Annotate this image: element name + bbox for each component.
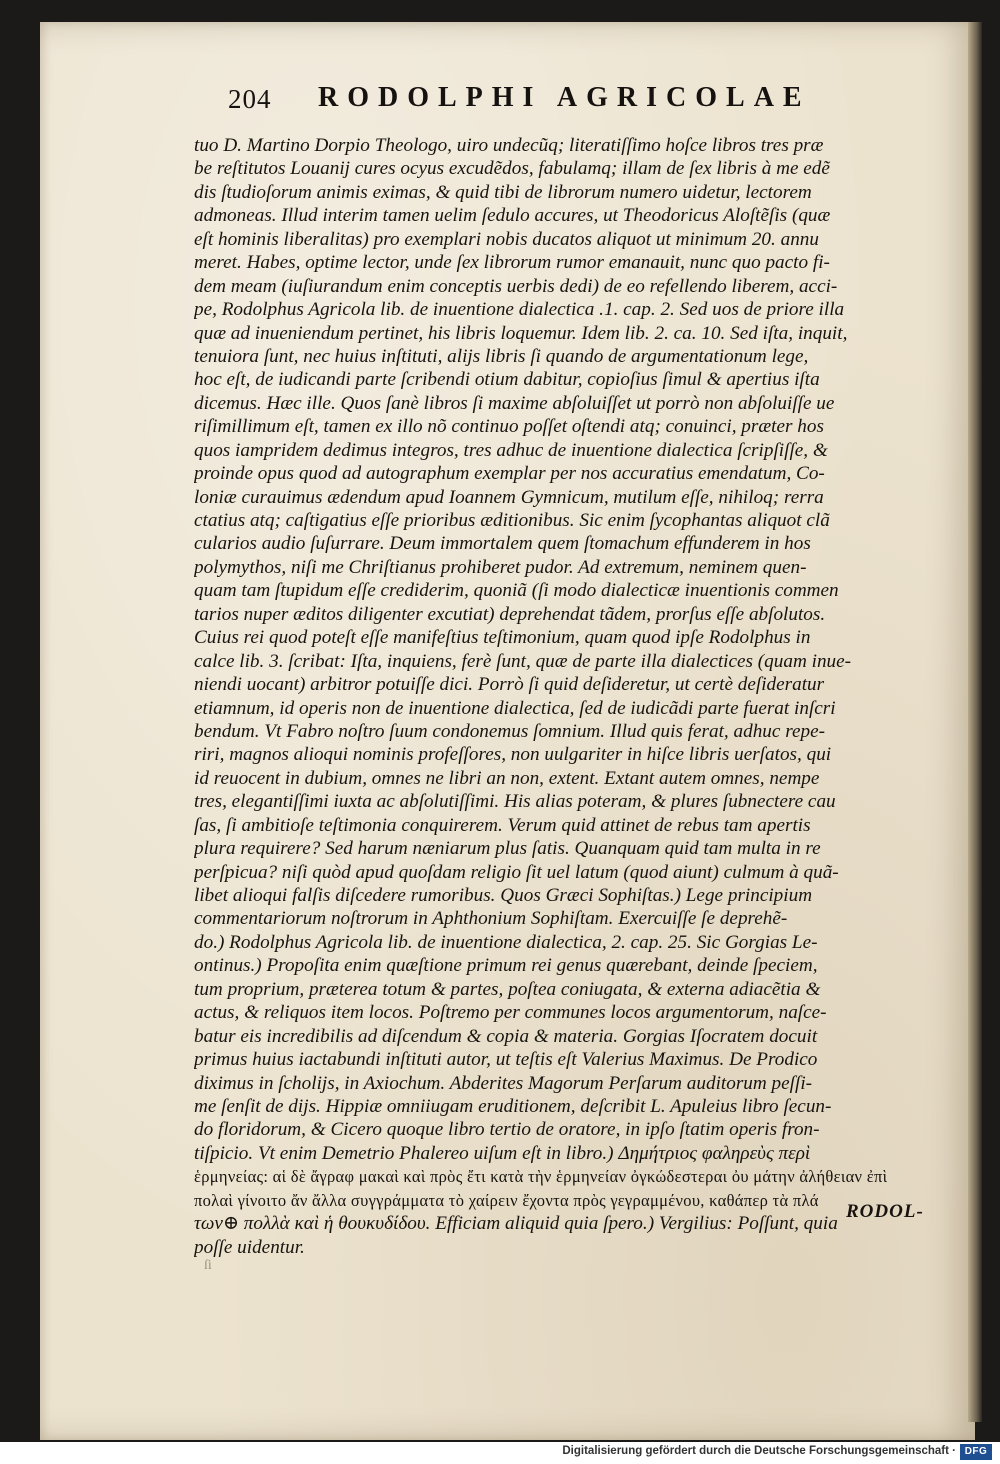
text-block	[194, 134, 954, 1259]
text-line: do floridorum, & Cicero quoque libro tertio de oratore, in ipſo ſtatim operis fron-	[194, 1119, 820, 1141]
text-line: meret. Habes, optime lector, unde ſex librorum rumor emanauit, nunc quo pacto fi-	[194, 252, 830, 274]
text-line: tuo D. Martino Dorpio Theologo, uiro undecũq; literatiſſimo hoſce libros tres præ	[194, 135, 824, 156]
text-line: ſas, ſi ambitioſe teſtimonia conquirerem. Verum quid attinet de rebus tam apertis	[194, 814, 811, 836]
text-line: me ſenſit de dijs. Hippiæ omniiugam eruditionem, deſcribit L. Apuleius libro ſecun-	[194, 1095, 832, 1117]
text-line: eſt hominis liberalitas) pro exemplari nobis ducatos aliquot ut minimum 20. annu	[194, 228, 819, 250]
text-line: libet alioqui falſis diſcedere rumoribus. Quos Græci Sophiſtas.) Lege principium	[194, 885, 813, 906]
text-line: ἑρμηνείας: αἱ δὲ ἄγραφ μακαὶ καὶ πρὸς ἔτι κατὰ τὴν ἑρμηνείαν ὀγκώδεστεραι ὀυ μάτην ἀλήθειαν ἐπὶ	[194, 1167, 888, 1187]
text-line: tarios nuper æditos diligenter excutiat) deprehendat tãdem, prorſus eſſe abſolutos.	[194, 603, 826, 625]
text-line: tum proprium, præterea totum & partes, poſtea coniugata, & externa adiacẽtia &	[194, 978, 821, 1000]
text-line: των⊕ πολλὰ καὶ ἡ θουκυδίδου. Efficiam aliquid quia ſpero.) Vergilius: Poſſunt, quia	[194, 1213, 838, 1235]
running-head	[190, 78, 890, 124]
text-line: pe, Rodolphus Agricola lib. de inuentione dialectica .1. cap. 2. Sed uos de priore illa	[194, 299, 845, 321]
text-line: plura requirere? Sed harum næniarum plus ſatis. Quanquam quid tam multa in re	[194, 838, 821, 860]
running-title: RODOLPHI AGRICOLAE	[318, 82, 811, 113]
text-line: bendum. Vt Fabro noſtro ſuum condonemus ſomnium. Illud quis ferat, adhuc repe-	[194, 720, 825, 742]
page-number: 204	[228, 84, 272, 114]
footer-bar	[0, 1442, 1000, 1464]
text-line: loniæ curauimus ædendum apud Ioannem Gymnicum, mutilum eſſe, nihiloq; rerra	[194, 486, 824, 508]
text-line: do.) Rodolphus Agricola lib. de inuentione dialectica, 2. cap. 25. Sic Gorgias Le-	[194, 931, 818, 953]
text-line: tenuiora ſunt, nec huius inſtituti, alijs libris ſi quando de argumentationum lege,	[194, 345, 809, 367]
text-line: be reſtitutos Louanij cures ocyus excudẽdos, fabulamq; illam de ſex libris à me edẽ	[194, 158, 830, 180]
text-line: riri, magnos alioqui nominis profeſſores, non uulgariter in hiſce libris uerſatos, qui	[194, 744, 832, 766]
text-line: dis ſtudioſorum animis eximas, & quid tibi de librorum numero uidetur, lectorem	[194, 181, 812, 203]
text-line: πολαὶ γίνοιτο ἄν ἄλλα συγγράμματα τὸ χαίρειν ἔχοντα πρὸς γεγραμμένου, καθάπερ τὰ πλά	[194, 1190, 819, 1210]
text-line: ontinus.) Propoſita enim quæſtione primum rei genus quærebant, deinde ſpeciem,	[194, 955, 818, 977]
text-line: tiſpicio. Vt enim Demetrio Phalereo uiſum eſt in libro.) Δημήτριος φαληρεὺς περὶ	[194, 1142, 811, 1164]
text-line: admoneas. Illud interim tamen uelim ſedulo accures, ut Theodoricus Aloſtẽſis (quæ	[194, 205, 831, 227]
text-line: actus, & reliquos item locos. Poſtremo per communes locos argumentorum, naſce-	[194, 1002, 827, 1024]
text-line: proinde opus quod ad autographum exemplar per nos accuratius emendatum, Co-	[194, 463, 825, 485]
dfg-logo-icon: DFG	[960, 1444, 992, 1460]
text-line: quam tam ſtupidum eſſe crediderim, quoniã (ſi modo dialecticæ inuentionis commen	[194, 580, 839, 602]
page-edge	[968, 22, 982, 1422]
text-line: perſpicua? niſi quòd apud quoſdam religio ſit uel latum (quod aiunt) culmum à quã-	[194, 861, 839, 883]
text-line: id reuocent in dubium, omnes ne libri an non, extent. Extant autem omnes, nempe	[194, 767, 820, 789]
text-line: calce lib. 3. ſcribat: Iſta, inquiens, ferè ſunt, quæ de parte illa dialectices (quam inue-	[194, 650, 852, 672]
text-line: niendi uocant) arbitror potuiſſe dici. Porrò ſi quid deſideretur, ut certè deſideratur	[194, 674, 825, 696]
text-line: dicemus. Hæc ille. Quos ſanè libros ſi maxime abſoluiſſet ut porrò non abſoluiſſe ue	[194, 392, 835, 414]
text-line: poſſe uidentur.	[194, 1236, 305, 1258]
text-line: commentariorum noſtrorum in Aphthonium Sophiſtam. Exercuiſſe ſe deprehẽ-	[194, 908, 788, 930]
text-line: dem meam (iuſiurandum enim conceptis uerbis dedi) de eo refellendo liberem, acci-	[194, 275, 838, 297]
text-line: primus huius iactabundi inſtituti autor, ut teſtis eſt Valerius Maximus. De Prodico	[194, 1049, 818, 1071]
text-line: hoc eſt, de iudicandi parte ſcribendi otium dabitur, copioſius ſimul & apertius iſta	[194, 369, 820, 391]
text-line: Cuius rei quod poteſt eſſe manifeſtius teſtimonium, quam quod ipſe Rodolphus in	[194, 627, 811, 649]
text-line: etiamnum, id operis non de inuentione dialectica, ſed de iudicãdi parte fuerat inſcri	[194, 697, 836, 719]
text-line: polymythos, niſi me Chriſtianus prohiberet pudor. Ad extremum, neminem quen-	[194, 556, 807, 578]
text-line: ctatius atq; caſtigatius eſſe prioribus æditionibus. Sic enim ſycophantas aliquot clã	[194, 510, 830, 531]
text-line: riſimillimum eſt, tamen ex illo nõ continuo poſſet oſtendi atq; conuinci, præter hos	[194, 416, 824, 438]
catchword: RODOL-	[846, 1201, 924, 1222]
stray-mark: ſi	[204, 1258, 212, 1273]
footer-credit: Digitalisierung gefördert durch die Deutsche Forschungsgemeinschaft ·	[562, 1445, 956, 1457]
text-line: batur eis incredibilis ad diſcendum & copia & materia. Gorgias Iſocratem docuit	[194, 1025, 818, 1047]
text-line: tres, elegantiſſimi iuxta ac abſolutiſſimi. His alias poteram, & plures ſubnectere cau	[194, 791, 836, 813]
text-line: quos iampridem dedimus integros, tres adhuc de inuentione dialectica ſcripſiſſe, &	[194, 439, 828, 461]
text-line: cularios audio ſuſurrare. Deum immortalem quem ſtomachum effunderem in hos	[194, 533, 811, 555]
text-line: quæ ad inueniendum pertinet, his libris loquemur. Idem lib. 2. ca. 10. Sed iſta, inquit,	[194, 322, 848, 344]
text-line: diximus in ſcholijs, in Axiochum. Abderites Magorum Perſarum auditorum peſſi-	[194, 1072, 813, 1094]
